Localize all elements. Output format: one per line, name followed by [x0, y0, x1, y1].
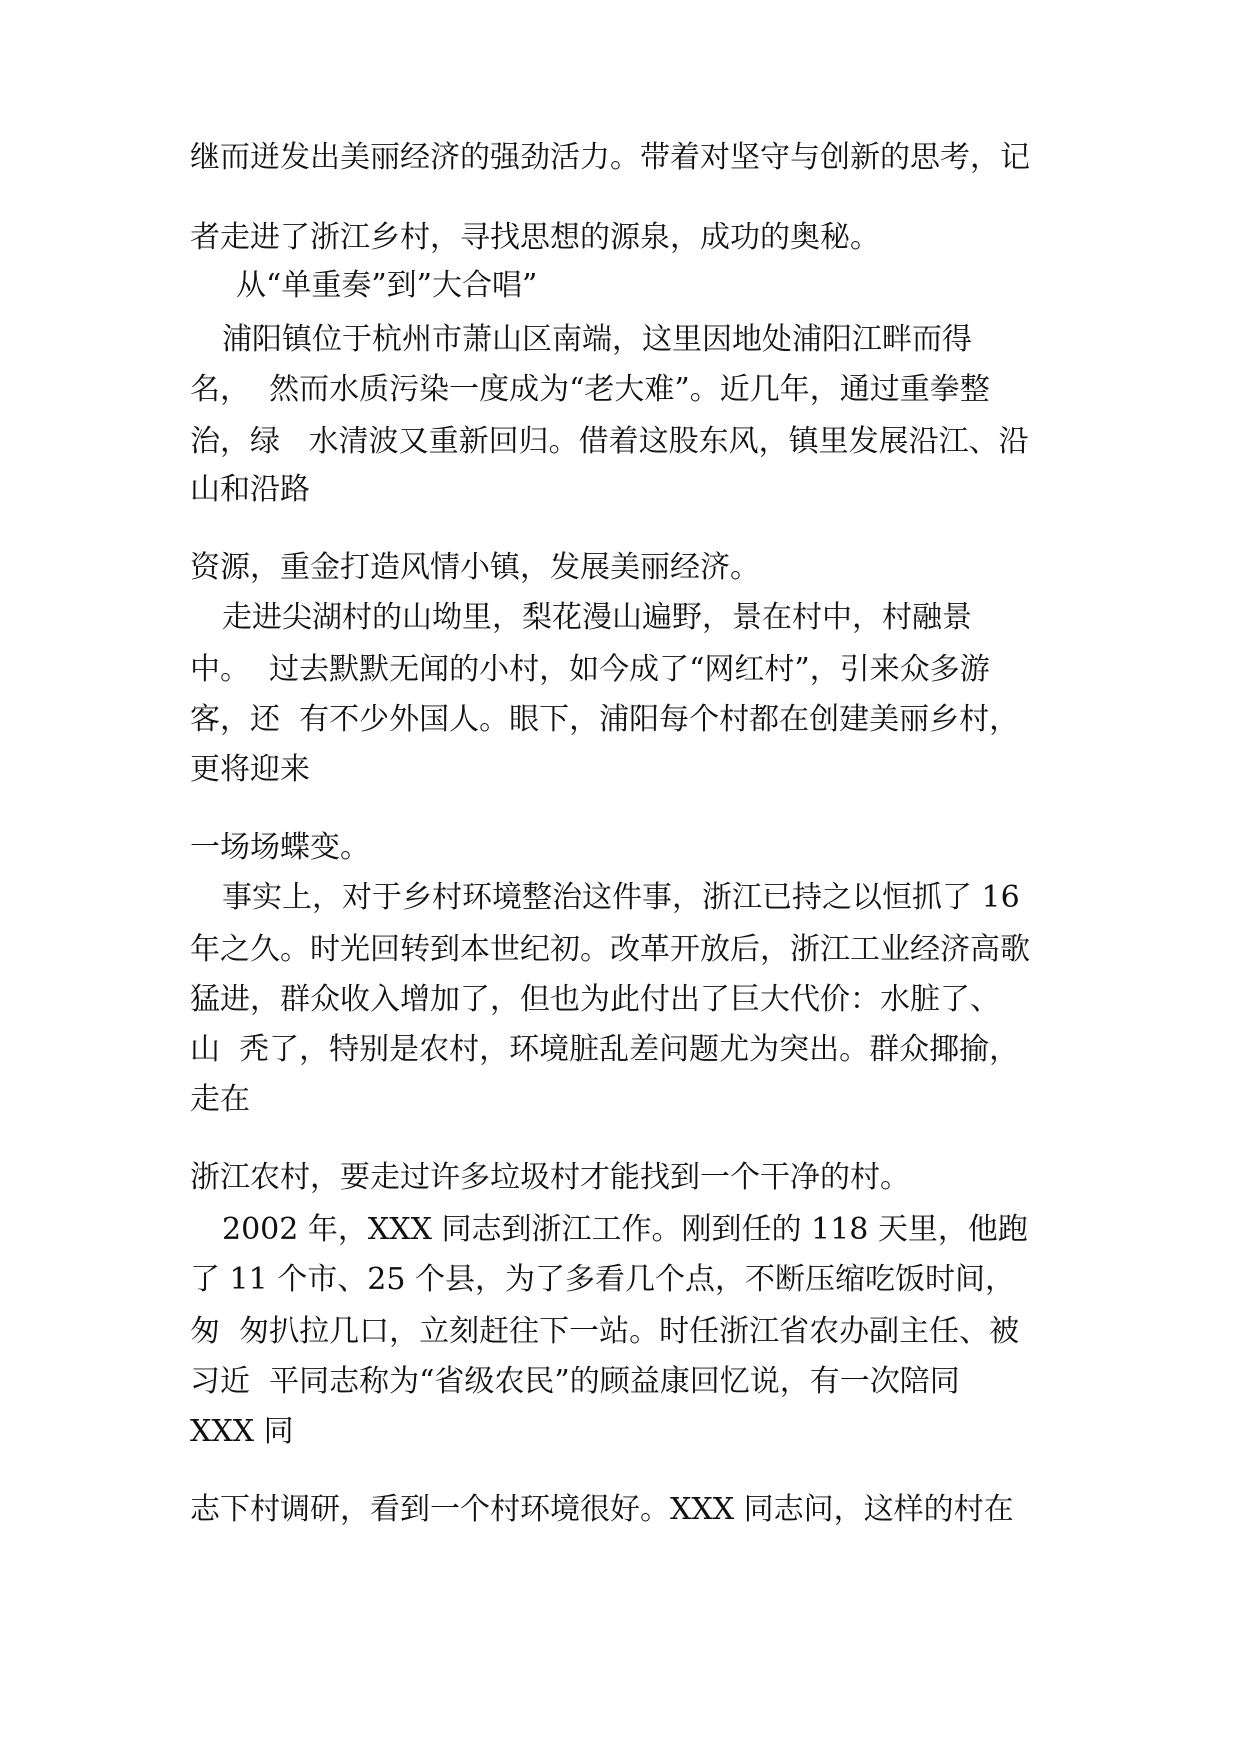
text-line: 一场场蝶变。 [190, 830, 370, 865]
text-line: 资源，重金打造风情小镇，发展美丽经济。 [190, 550, 760, 585]
text-line: 治，绿 水清波又重新回归。借着这股东风，镇里发展沿江、沿 [190, 424, 1029, 459]
text-line: 匆 匆扒拉几口，立刻赶往下一站。时任浙江省农办副主任、被 [190, 1314, 1020, 1349]
text-line: 者走进了浙江乡村，寻找思想的源泉，成功的奥秘。 [190, 220, 880, 255]
text-line: 山 秃了，特别是农村，环境脏乱差问题尤为突出。群众揶揄， [190, 1032, 1020, 1067]
text-line: 浦阳镇位于杭州市萧山区南端，这里因地处浦阳江畔而得 [222, 322, 972, 357]
text-line: 山和沿路 [190, 472, 310, 507]
text-line: XXX 同 [190, 1414, 294, 1449]
text-line: 了 11 个市、25 个县，为了多看几个点，不断压缩吃饭时间， [190, 1262, 1015, 1297]
text-line: 走在 [190, 1082, 250, 1117]
text-line: 更将迎来 [190, 752, 310, 787]
text-line: 走进尖湖村的山坳里，梨花漫山遍野，景在村中，村融景 [222, 600, 972, 635]
text-line: 年之久。时光回转到本世纪初。改革开放后，浙江工业经济高歌 [190, 932, 1030, 967]
text-line: 2002 年，XXX 同志到浙江工作。刚到任的 118 天里，他跑 [222, 1212, 1028, 1247]
text-line: 习近 平同志称为“省级农民”的顾益康回忆说，有一次陪同 [190, 1364, 960, 1399]
text-line: 猛进，群众收入增加了，但也为此付出了巨大代价：水脏了、 [190, 982, 1000, 1017]
text-line: 浙江农村，要走过许多垃圾村才能找到一个干净的村。 [190, 1160, 910, 1195]
text-line: 中。 过去默默无闻的小村，如今成了“网红村”，引来众多游 [190, 652, 990, 687]
section-heading: 从“单重奏”到”大合唱” [236, 268, 538, 303]
text-line: 志下村调研，看到一个村环境很好。XXX 同志问，这样的村在 [190, 1492, 1014, 1527]
text-line: 名， 然而水质污染一度成为“老大难”。近几年，通过重拳整 [190, 372, 990, 407]
text-line: 继而迸发出美丽经济的强劲活力。带着对坚守与创新的思考，记 [190, 140, 1030, 175]
text-line: 事实上，对于乡村环境整治这件事，浙江已持之以恒抓了 16 [222, 880, 1020, 915]
text-line: 客，还 有不少外国人。眼下，浦阳每个村都在创建美丽乡村， [190, 702, 1020, 737]
